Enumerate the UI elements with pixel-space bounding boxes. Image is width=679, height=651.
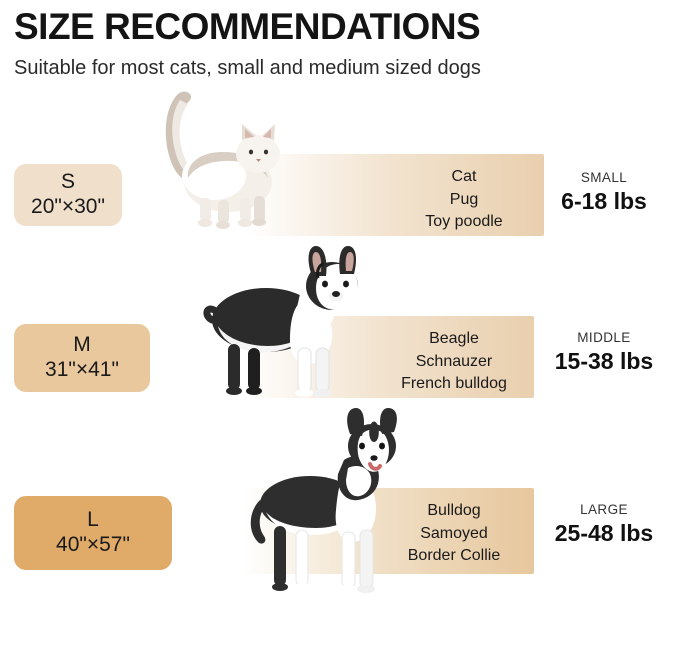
page-subtitle: Suitable for most cats, small and medium sized dogs [14, 56, 481, 79]
breed-list-middle [364, 328, 544, 396]
size-dimensions-middle: 31"×41" [45, 358, 119, 382]
breed-item: French bulldog [401, 375, 507, 393]
weight-block-middle [543, 330, 665, 376]
weight-caption-large: LARGE [580, 501, 628, 517]
weight-value-middle: 15-38 lbs [554, 348, 654, 375]
weight-caption-middle: MIDDLE [577, 329, 631, 345]
size-badge-middle [14, 324, 150, 392]
breed-item: Bulldog [427, 501, 481, 519]
size-row-small [14, 94, 665, 258]
size-badge-small [14, 164, 122, 226]
breed-item: Samoyed [420, 524, 488, 542]
page-title: SIZE RECOMMENDATIONS [14, 6, 481, 47]
weight-caption-small: SMALL [580, 169, 628, 185]
size-letter-small: S [60, 170, 75, 194]
breed-list-small [384, 166, 544, 234]
weight-value-small: 6-18 lbs [561, 188, 647, 215]
size-row-large [14, 430, 665, 610]
breed-item: Pug [449, 190, 479, 208]
breed-item: Border Collie [407, 547, 501, 565]
size-recommendations-page [0, 8, 679, 651]
breed-item: Beagle [429, 329, 479, 347]
size-badge-large [14, 496, 172, 570]
size-dimensions-small: 20"×30" [31, 195, 105, 219]
size-letter-large: L [87, 508, 99, 532]
weight-block-small [543, 170, 665, 216]
size-row-middle [14, 258, 665, 430]
breed-item: Schnauzer [415, 352, 493, 370]
size-dimensions-large: 40"×57" [56, 533, 130, 557]
weight-block-large [543, 502, 665, 548]
breed-list-large [364, 500, 544, 568]
size-rows [14, 94, 665, 610]
breed-item: Cat [451, 167, 477, 185]
size-letter-middle: M [73, 333, 91, 357]
breed-item: Toy poodle [425, 213, 503, 231]
weight-value-large: 25-48 lbs [554, 520, 654, 547]
